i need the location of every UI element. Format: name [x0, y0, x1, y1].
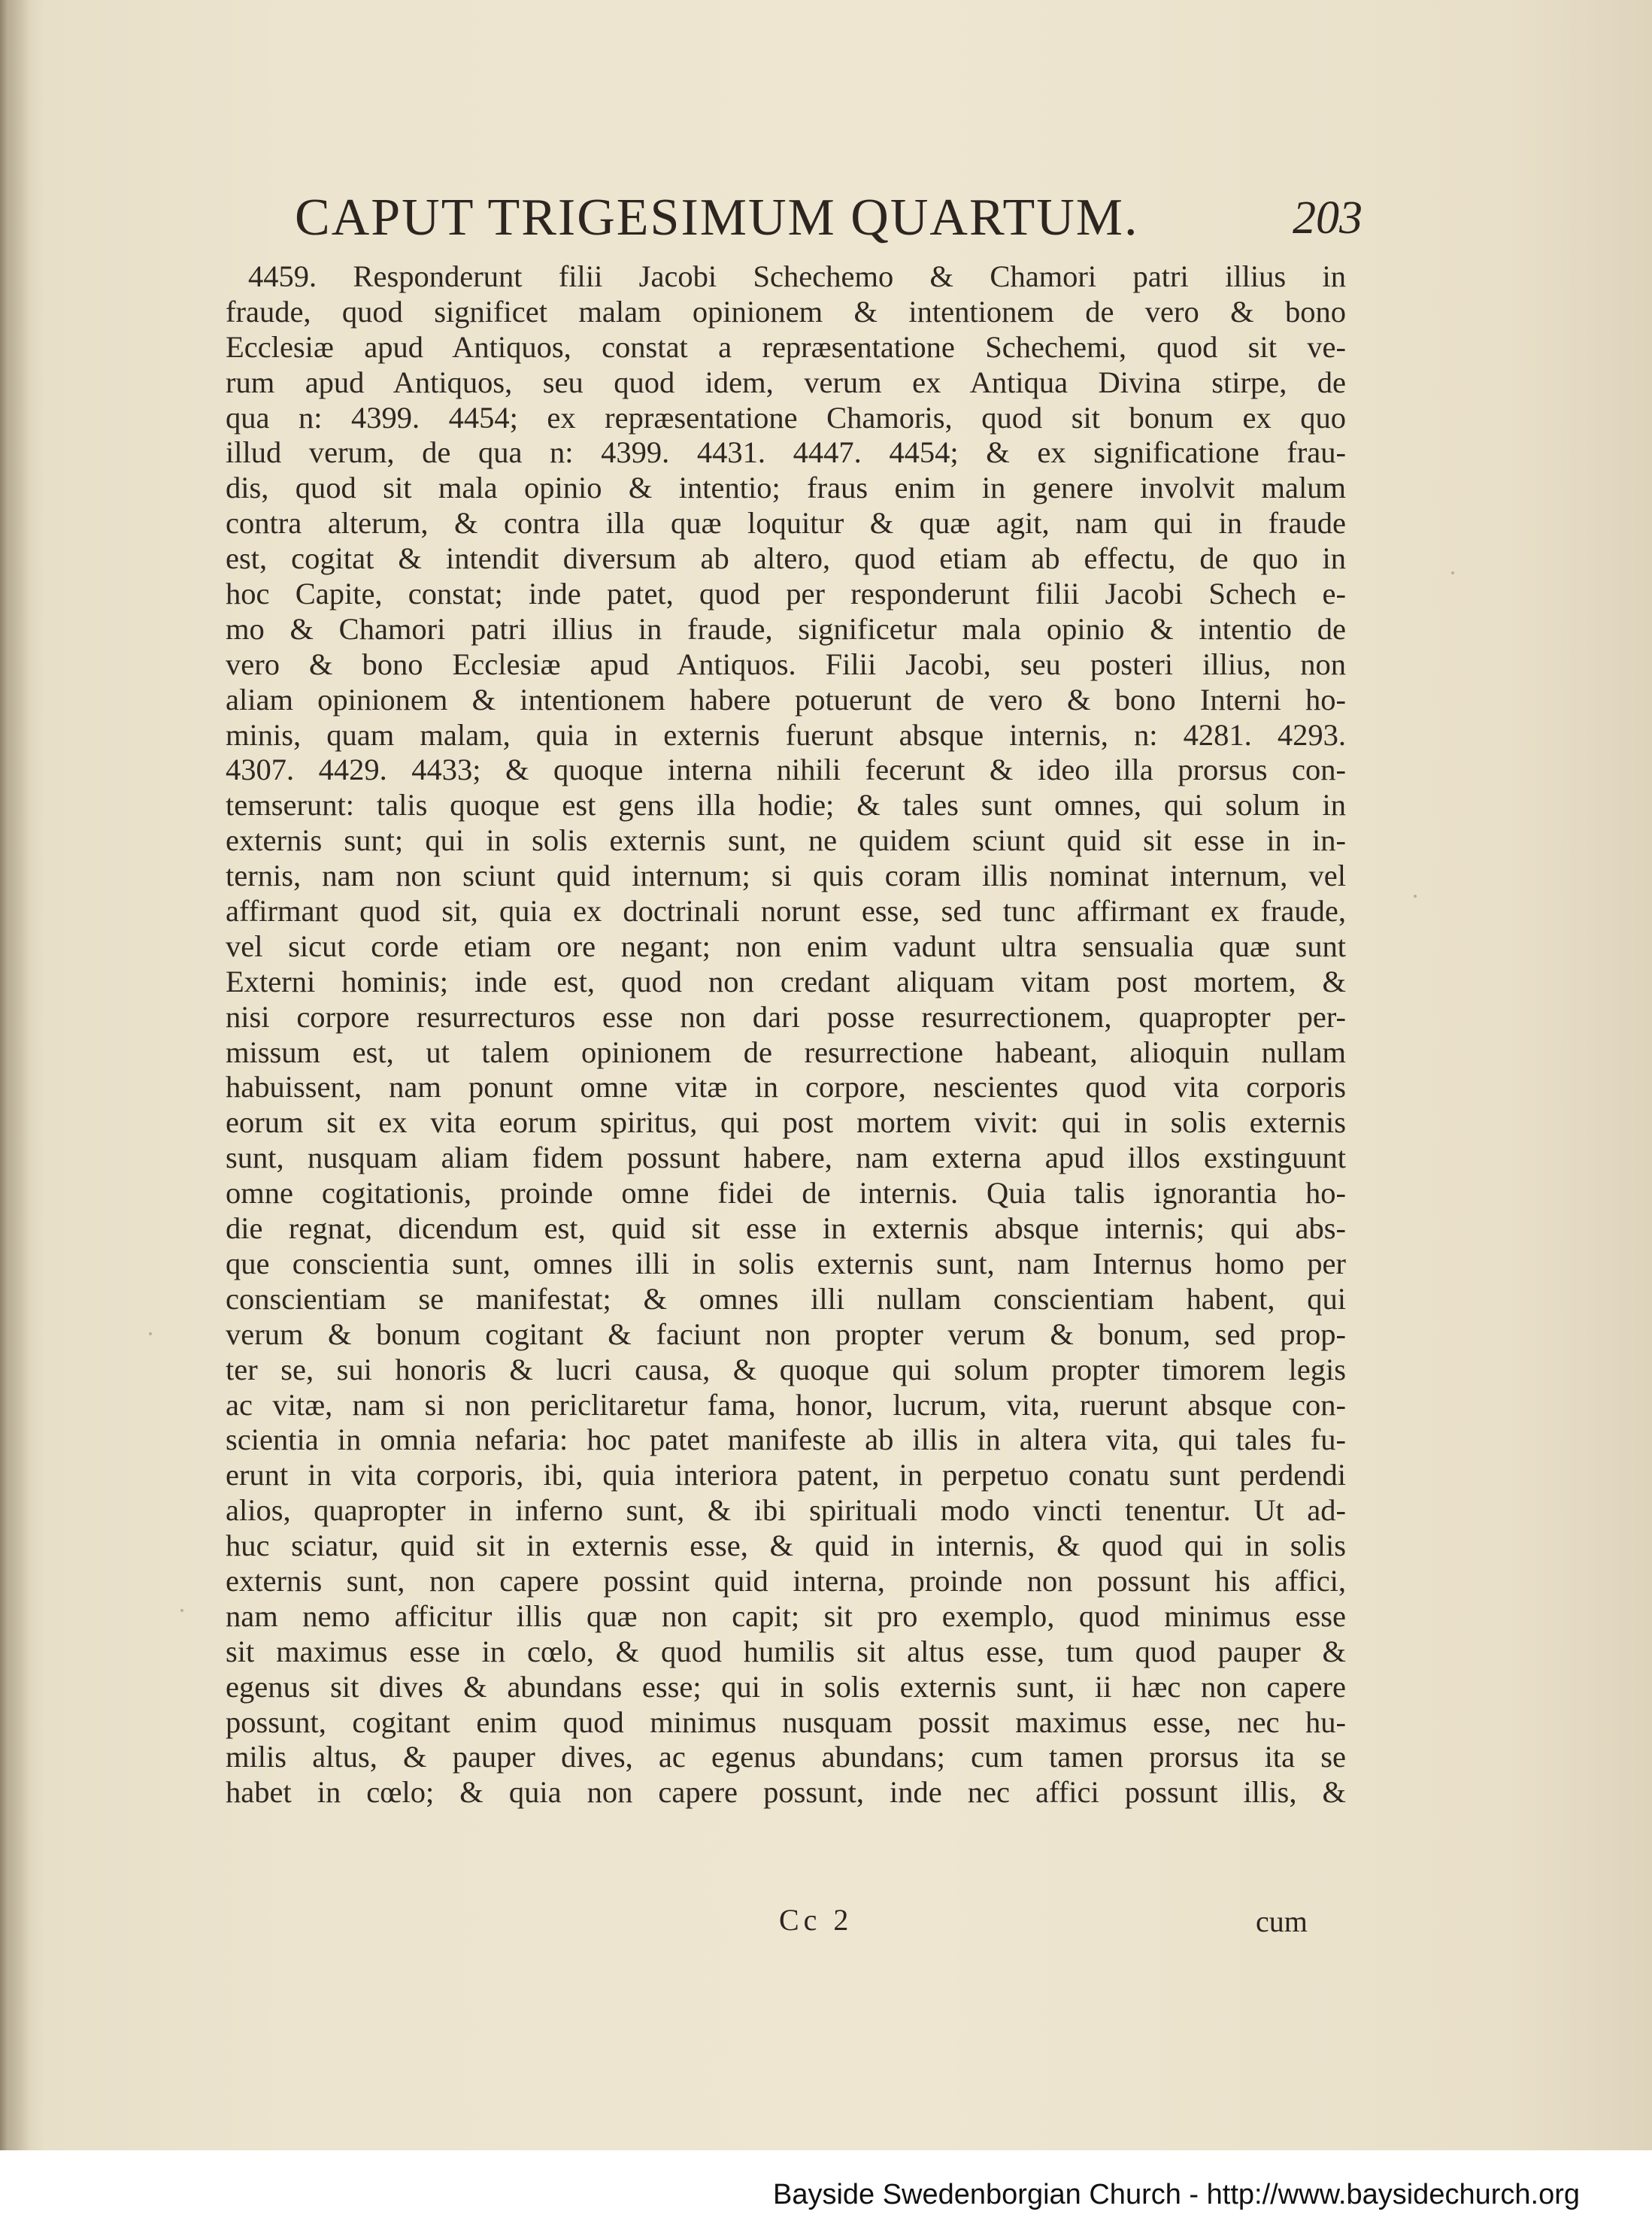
text-line: milis altus, & pauper dives, ac egenus abundans; cum tamen prorsus ita se [226, 1740, 1346, 1774]
text-line: temserunt: talis quoque est gens illa hodie; & tales sunt omnes, qui solum in [226, 788, 1346, 823]
text-line: Externi hominis; inde est, quod non credant aliquam vitam post mortem, & [226, 964, 1346, 998]
body-text [226, 259, 1346, 1810]
paper-speck [180, 1609, 183, 1612]
text-line: contra alterum, & contra illa quæ loquitur & quæ agit, nam qui in fraude [226, 506, 1346, 541]
paper-speck [149, 1332, 152, 1335]
text-line: affirmant quod sit, quia ex doctrinali norunt esse, sed tunc affirmant ex fraude, [226, 894, 1346, 929]
text-line: ac vitæ, nam si non periclitaretur fama, honor, lucrum, vita, ruerunt absque con- [226, 1387, 1346, 1422]
running-title: CAPUT TRIGESIMUM QUARTUM. [295, 189, 1139, 247]
text-line: aliam opinionem & intentionem habere potuerunt de vero & bono Interni ho- [226, 682, 1346, 717]
text-line: ter se, sui honoris & lucri causa, & quoque qui solum propter timorem legis [226, 1352, 1346, 1386]
text-line: dis, quod sit mala opinio & intentio; fraus enim in genere involvit malum [226, 471, 1346, 505]
text-line: externis sunt, non capere possint quid interna, proinde non possunt his affici, [226, 1563, 1346, 1598]
text-line: huc sciatur, quid sit in externis esse, & quid in internis, & quod qui in solis [226, 1529, 1346, 1563]
text-line: que conscientia sunt, omnes illi in solis externis sunt, nam Internus homo per [226, 1246, 1346, 1280]
text-line: 4459. Responderunt filii Jacobi Schechemo & Chamori patri illius in [248, 259, 1346, 293]
text-line: externis sunt; qui in solis externis sunt, ne quidem sciunt quid sit esse in in- [226, 823, 1346, 858]
text-line: omne cogitationis, proinde omne fidei de internis. Quia talis ignorantia ho- [226, 1176, 1346, 1210]
text-line: minis, quam malam, quia in externis fuerunt absque internis, n: 4281. 4293. [226, 717, 1346, 752]
text-line: conscientiam se manifestat; & omnes illi nullam conscientiam habent, qui [226, 1281, 1346, 1316]
text-line: rum apud Antiquos, seu quod idem, verum ex Antiqua Divina stirpe, de [226, 365, 1346, 399]
text-line: possunt, cogitant enim quod minimus nusquam possit maximus esse, nec hu- [226, 1704, 1346, 1739]
text-line: nam nemo afficitur illis quæ non capit; sit pro exemplo, quod minimus esse [226, 1598, 1346, 1633]
page-number: 203 [1293, 192, 1363, 244]
text-line: Ecclesiæ apud Antiquos, constat a repræsentatione Schechemi, quod sit ve- [226, 329, 1346, 364]
text-line: alios, quapropter in inferno sunt, & ibi spirituali modo vincti tenentur. Ut ad- [226, 1493, 1346, 1528]
text-line: die regnat, dicendum est, quid sit esse in externis absque internis; qui abs- [226, 1211, 1346, 1246]
text-line: eorum sit ex vita eorum spiritus, qui post mortem vivit: qui in solis externis [226, 1105, 1346, 1140]
text-line: habuissent, nam ponunt omne vitæ in corpore, nescientes quod vita corporis [226, 1070, 1346, 1104]
text-line: missum est, ut talem opinionem de resurrectione habeant, alioquin nullam [226, 1035, 1346, 1069]
watermark-banner [0, 2150, 1652, 2239]
text-line: est, cogitat & intendit diversum ab altero, quod etiam ab effectu, de quo in [226, 541, 1346, 576]
text-line: 4307. 4429. 4433; & quoque interna nihili fecerunt & ideo illa prorsus con- [226, 753, 1346, 787]
text-line: vero & bono Ecclesiæ apud Antiquos. Filii Jacobi, seu posteri illius, non [226, 647, 1346, 681]
banner-text: Bayside Swedenborgian Church - http://www.baysidechurch.org [772, 2179, 1580, 2210]
text-line: sunt, nusquam aliam fidem possunt habere, nam externa apud illos exstinguunt [226, 1141, 1346, 1175]
signature-mark: Cc 2 [779, 1903, 853, 1937]
text-line: fraude, quod significet malam opinionem & intentionem de vero & bono [226, 294, 1346, 329]
catchword: cum [1256, 1904, 1308, 1938]
text-line: sit maximus esse in cœlo, & quod humilis sit altus esse, tum quod pauper & [226, 1634, 1346, 1668]
text-line: mo & Chamori patri illius in fraude, significetur mala opinio & intentio de [226, 611, 1346, 646]
page-header [295, 180, 1363, 256]
text-line: vel sicut corde etiam ore negant; non enim vadunt ultra sensualia quæ sunt [226, 929, 1346, 963]
binding-gutter-shadow [0, 0, 30, 2239]
text-line: hoc Capite, constat; inde patet, quod per responderunt filii Jacobi Schech e- [226, 577, 1346, 611]
text-line: qua n: 4399. 4454; ex repræsentatione Chamoris, quod sit bonum ex quo [226, 400, 1346, 435]
text-line: verum & bonum cogitant & faciunt non propter verum & bonum, sed prop- [226, 1316, 1346, 1351]
text-line: illud verum, de qua n: 4399. 4431. 4447. 4454; & ex significatione frau- [226, 435, 1346, 470]
text-line: nisi corpore resurrecturos esse non dari posse resurrectionem, quapropter per- [226, 999, 1346, 1034]
text-line: habet in cœlo; & quia non capere possunt, inde nec affici possunt illis, & [226, 1775, 1346, 1810]
paper-speck [1414, 895, 1417, 898]
text-line: erunt in vita corporis, ibi, quia interiora patent, in perpetuo conatu sunt perdendi [226, 1458, 1346, 1492]
text-line: ternis, nam non sciunt quid internum; si quis coram illis nominat internum, vel [226, 859, 1346, 893]
text-line: egenus sit dives & abundans esse; qui in solis externis sunt, ii hæc non capere [226, 1669, 1346, 1704]
text-line: scientia in omnia nefaria: hoc patet manifeste ab illis in altera vita, qui tales fu- [226, 1422, 1346, 1457]
paper-speck [1451, 571, 1454, 574]
